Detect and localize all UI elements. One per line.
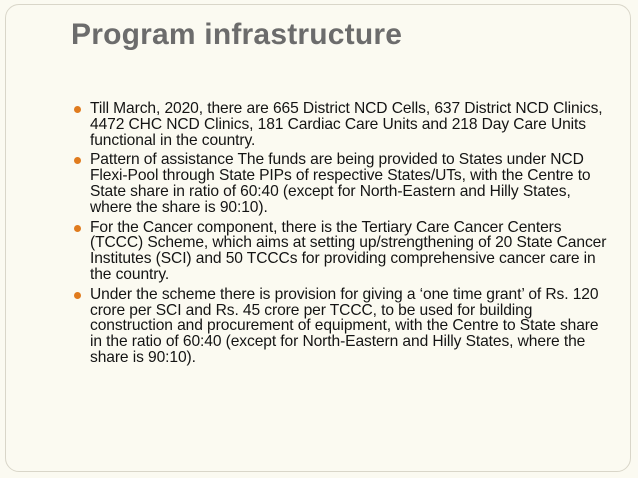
- bullet-item-cancer: [74, 220, 610, 283]
- bullet-text: For the Cancer component, there is the Tertiary Care Cancer Centers (TCCC) Scheme, which aims at setting up/strengthening of 20 State Cancer Institutes (SCI) and 50 TCCCs for providing comprehensive cancer care in the country.: [90, 218, 607, 283]
- bullet-item-grant: [74, 287, 610, 366]
- bullet-item-assistance: [74, 152, 610, 215]
- bullet-text: Under the scheme there is provision for giving a ‘one time grant’ of Rs. 120 crore per SCI and Rs. 45 crore per TCCC, to be used for building construction and procurement of equipment, with the Centre to State share in the ratio of 60:40 (except for North-Eastern and Hilly States, where the share is 90:10).: [90, 285, 599, 366]
- bullet-dot-icon: [74, 292, 81, 299]
- bullet-dot-icon: [74, 157, 81, 164]
- bullet-dot-icon: [74, 225, 81, 232]
- bullet-list: [74, 101, 610, 370]
- slide-title: Program infrastructure: [71, 18, 403, 51]
- bullet-item-infrastructure: [74, 101, 610, 148]
- bullet-dot-icon: [74, 106, 81, 113]
- bullet-text: Pattern of assistance The funds are being provided to States under NCD Flexi-Pool through State PIPs of respective States/UTs, with the Centre to State share in ratio of 60:40 (except for North-Eastern and Hilly States, where the share is 90:10).: [90, 151, 591, 216]
- bullet-text: Till March, 2020, there are 665 District NCD Cells, 637 District NCD Clinics, 4472 CHC NCD Clinics, 181 Cardiac Care Units and 218 Day Care Units functional in the country.: [90, 100, 603, 149]
